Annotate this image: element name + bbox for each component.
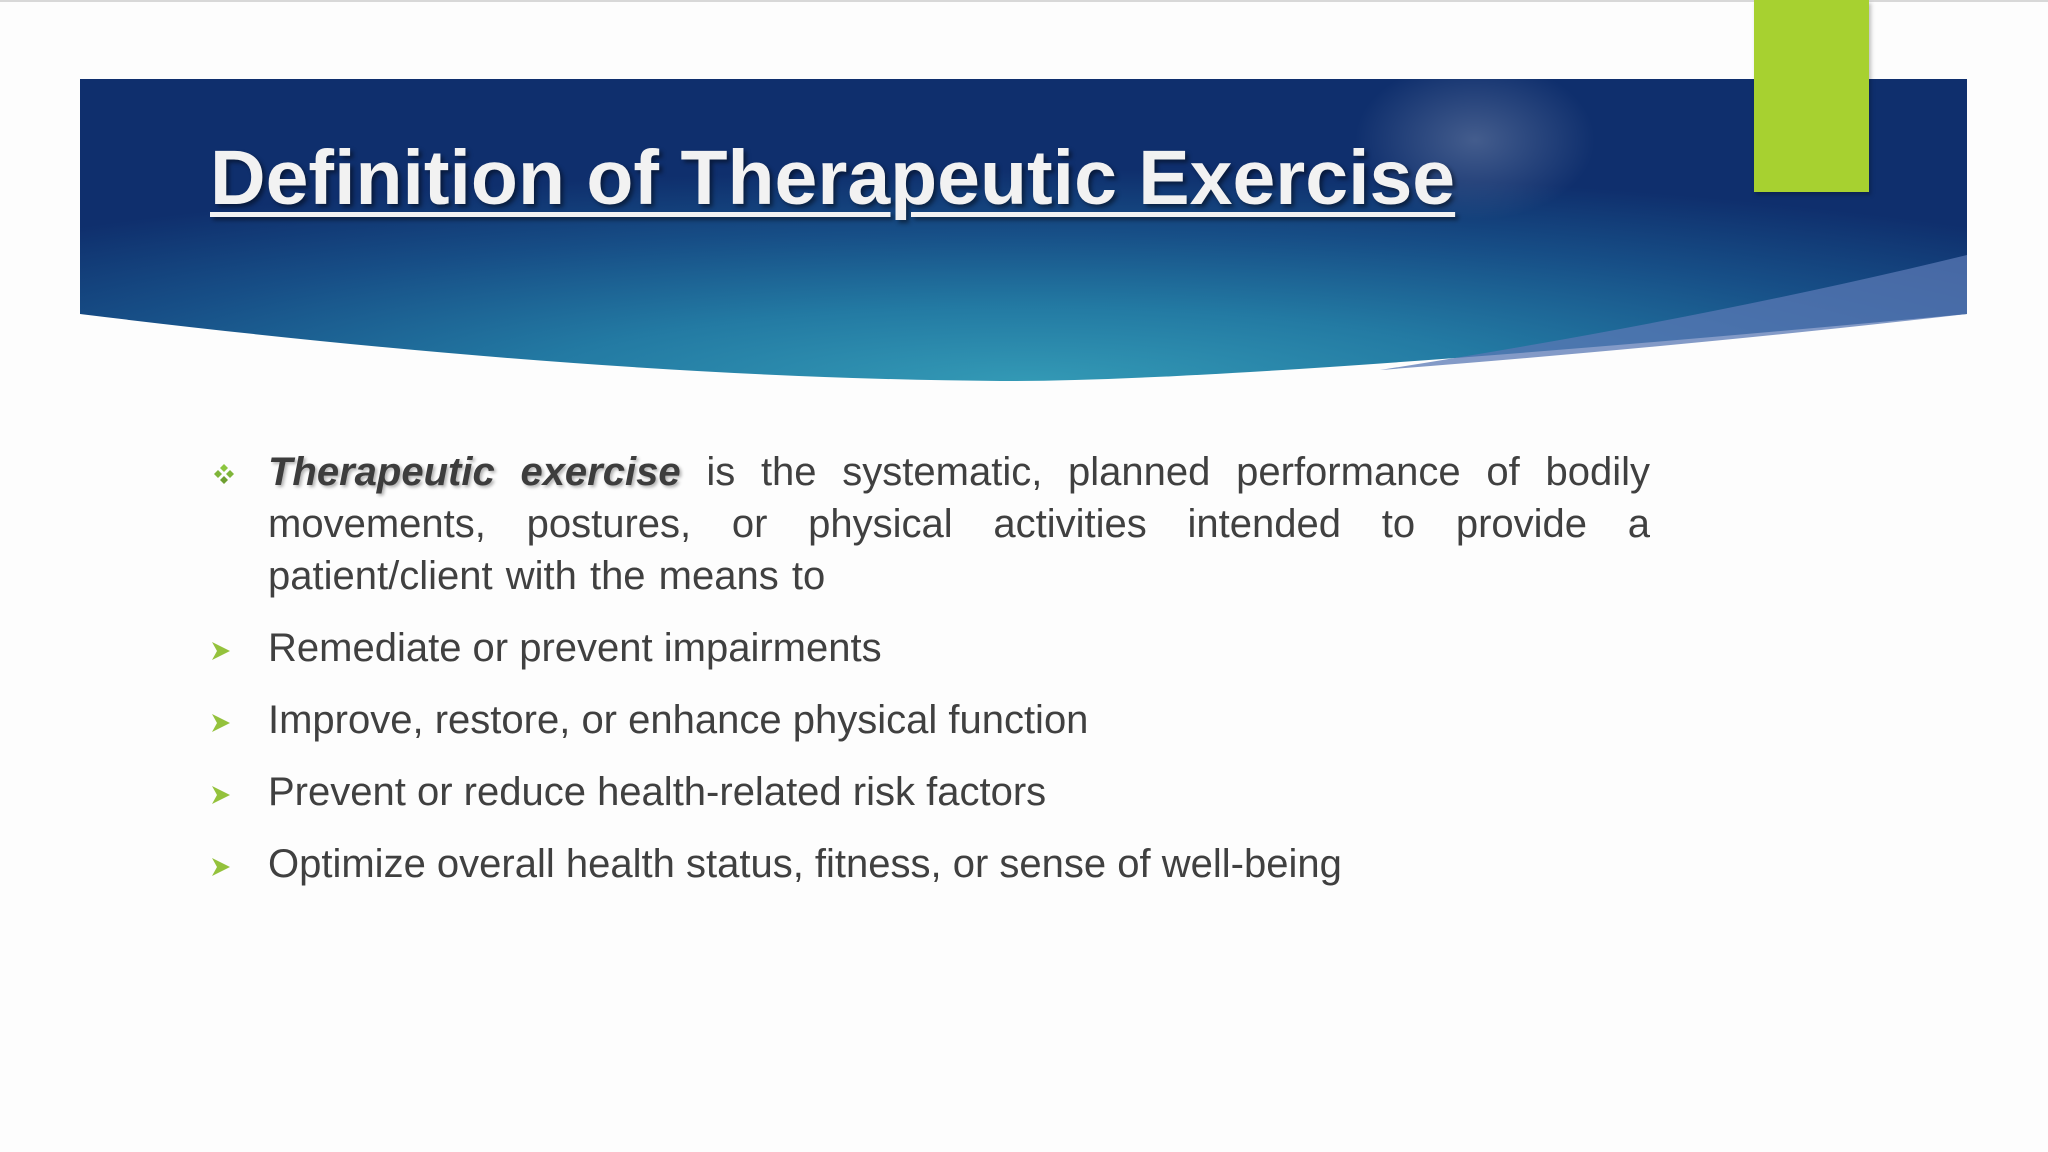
slide-body — [210, 446, 1650, 910]
goal-item — [210, 694, 1650, 746]
goal-item — [210, 622, 1650, 674]
slide-title: Definition of Therapeutic Exercise — [210, 135, 1456, 221]
arrowhead-icon — [210, 712, 232, 734]
definition-text — [268, 446, 1650, 602]
goal-item — [210, 838, 1650, 890]
arrowhead-icon — [210, 856, 232, 878]
definition-body: is the systematic, planned performance of bodily movements, postures, or physical activities intended to provide a patient/client with the means to — [268, 450, 1650, 598]
accent-tab — [1754, 0, 1869, 192]
arrowhead-icon — [210, 640, 232, 662]
diamond-cluster-icon — [210, 460, 238, 488]
goal-text: Improve, restore, or enhance physical function — [268, 698, 1089, 742]
goal-text: Prevent or reduce health-related risk factors — [268, 770, 1047, 814]
definition-term: Therapeutic exercise — [268, 450, 681, 494]
goal-item — [210, 766, 1650, 818]
arrowhead-icon — [210, 784, 232, 806]
goal-text: Remediate or prevent impairments — [268, 626, 882, 670]
goal-text: Optimize overall health status, fitness, or sense of well-being — [268, 842, 1342, 886]
definition-item — [210, 446, 1650, 602]
